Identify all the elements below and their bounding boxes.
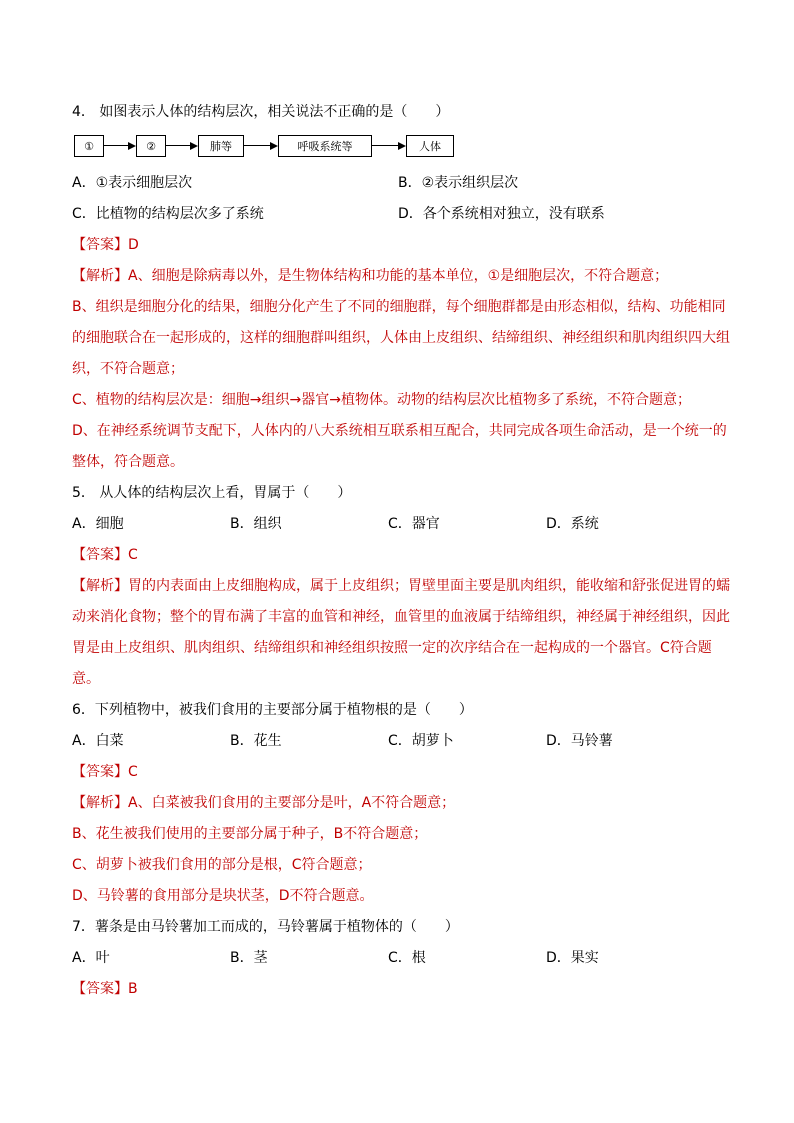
q4-analysis-b: B、组织是细胞分化的结果，细胞分化产生了不同的细胞群，每个细胞群都是由形态相似，结构、功能相同的细胞联合在一起形成的，这样的细胞群叫组织，人体由上皮组织、结缔组织、神经组织和肌肉组织四大组织，不符合题意；: [72, 299, 730, 377]
q6-option-a: A．白菜: [72, 733, 124, 749]
q7-stem: 7．薯条是由马铃薯加工而成的，马铃薯属于植物体的（ ）: [72, 919, 459, 935]
q7-option-c: C．根: [388, 950, 426, 966]
flow-arrow-4: [372, 135, 406, 157]
flow-box-5: 人体: [406, 135, 454, 157]
q6-analysis-b: B、花生被我们使用的主要部分属于种子，B不符合题意；: [72, 826, 428, 842]
flow-box-1: ①: [74, 135, 104, 157]
q7-option-d: D．果实: [546, 950, 599, 966]
q4-flow-diagram: [74, 130, 732, 162]
q7-option-b: B．茎: [230, 950, 268, 966]
flow-arrow-3: [244, 135, 278, 157]
q5-option-b: B．组织: [230, 516, 282, 532]
q7-option-a: A．叶: [72, 950, 110, 966]
flow-box-3: 肺等: [198, 135, 244, 157]
q4-analysis-c: C、植物的结构层次是：细胞→组织→器官→植物体。动物的结构层次比植物多了系统，不符合题意；: [72, 392, 691, 408]
q6-analysis-a: 【解析】A、白菜被我们食用的主要部分是叶，A不符合题意；: [72, 795, 456, 811]
q5-answer: 【答案】C: [72, 547, 138, 563]
q6-analysis-d: D、马铃薯的食用部分是块状茎，D不符合题意。: [72, 888, 374, 904]
document-page: [72, 97, 732, 1005]
q7-answer: 【答案】B: [72, 981, 138, 997]
flow-box-4: 呼吸系统等: [278, 135, 372, 157]
q7-options: [72, 943, 732, 974]
q4-options-row-1: [72, 168, 732, 199]
flow-arrow-1: [104, 135, 136, 157]
q6-option-c: C．胡萝卜: [388, 733, 454, 749]
q4-option-c: C．比植物的结构层次多了系统: [72, 206, 264, 222]
q5-option-a: A．细胞: [72, 516, 124, 532]
q4-option-a: A．①表示细胞层次: [72, 175, 193, 191]
flow-arrow-2: [166, 135, 198, 157]
q6-options: [72, 726, 732, 757]
q5-stem: 5． 从人体的结构层次上看，胃属于（ ）: [72, 485, 352, 501]
q5-analysis: 【解析】胃的内表面由上皮细胞构成，属于上皮组织；胃壁里面主要是肌肉组织，能收缩和舒张促进胃的蠕动来消化食物；整个的胃布满了丰富的血管和神经，血管里的血液属于结缔组织，神经属于神经组织，因此胃是由上皮组织、肌肉组织、结缔组织和神经组织按照一定的次序结合在一起构成的一个器官。C符合题意。: [72, 578, 730, 687]
q4-options-row-2: [72, 199, 732, 230]
q4-analysis-d: D、在神经系统调节支配下，人体内的八大系统相互联系相互配合，共同完成各项生命活动，是一个统一的整体，符合题意。: [72, 423, 727, 470]
q5-option-d: D．系统: [546, 516, 599, 532]
q5-option-c: C．器官: [388, 516, 440, 532]
q6-option-d: D．马铃薯: [546, 733, 613, 749]
flow-box-2: ②: [136, 135, 166, 157]
q4-option-b: B．②表示组织层次: [398, 175, 519, 191]
q4-answer: 【答案】D: [72, 237, 139, 253]
q6-stem: 6．下列植物中，被我们食用的主要部分属于植物根的是（ ）: [72, 702, 473, 718]
q5-options: [72, 509, 732, 540]
q6-answer: 【答案】C: [72, 764, 138, 780]
q4-option-d: D．各个系统相对独立，没有联系: [398, 206, 605, 222]
q4-stem: 4． 如图表示人体的结构层次，相关说法不正确的是（ ）: [72, 104, 450, 120]
q4-analysis-a: 【解析】A、细胞是除病毒以外，是生物体结构和功能的基本单位，①是细胞层次，不符合题意；: [72, 268, 669, 284]
q6-analysis-c: C、胡萝卜被我们食用的部分是根，C符合题意；: [72, 857, 372, 873]
q6-option-b: B．花生: [230, 733, 282, 749]
